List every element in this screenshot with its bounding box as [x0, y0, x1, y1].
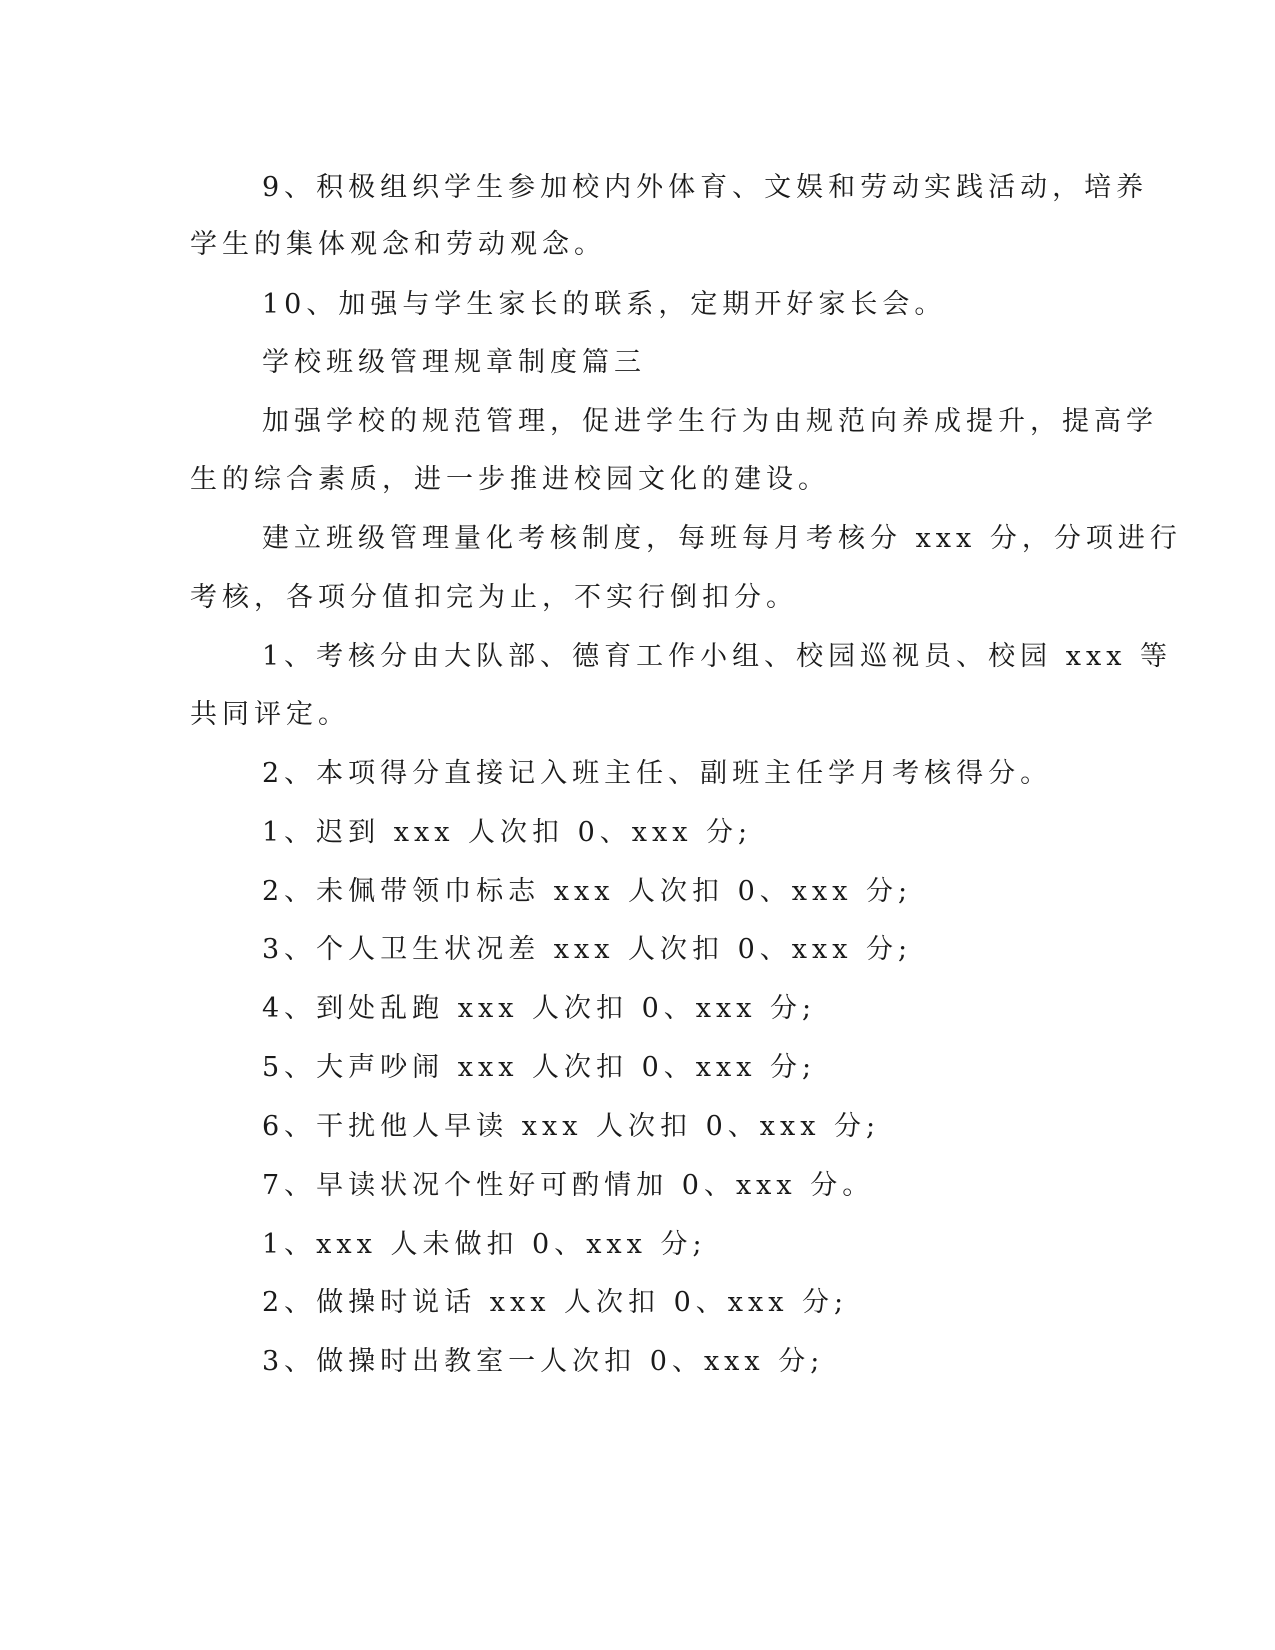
list-item: 1、考核分由大队部、德育工作小组、校园巡视员、校园 xxx 等: [262, 641, 1173, 672]
list-item-continuation: 共同评定。: [190, 699, 350, 730]
list-item: 3、做操时出教室一人次扣 0、xxx 分;: [262, 1346, 825, 1377]
list-item: 1、迟到 xxx 人次扣 0、xxx 分;: [262, 817, 753, 848]
list-item: 3、个人卫生状况差 xxx 人次扣 0、xxx 分;: [262, 934, 913, 965]
list-item: 5、大声吵闹 xxx 人次扣 0、xxx 分;: [262, 1052, 817, 1083]
section-heading: 学校班级管理规章制度篇三: [262, 347, 646, 378]
paragraph-line: 考核，各项分值扣完为止，不实行倒扣分。: [190, 582, 798, 613]
list-item: 6、干扰他人早读 xxx 人次扣 0、xxx 分;: [262, 1111, 881, 1142]
paragraph-line: 建立班级管理量化考核制度，每班每月考核分 xxx 分，分项进行: [262, 523, 1182, 554]
paragraph-line: 9、积极组织学生参加校内外体育、文娱和劳动实践活动，培养: [262, 172, 1149, 203]
list-item: 2、本项得分直接记入班主任、副班主任学月考核得分。: [262, 758, 1053, 789]
list-item: 4、到处乱跑 xxx 人次扣 0、xxx 分;: [262, 993, 817, 1024]
list-item: 1、xxx 人未做扣 0、xxx 分;: [262, 1229, 707, 1260]
paragraph-line: 10、加强与学生家长的联系，定期开好家长会。: [262, 289, 947, 320]
list-item: 2、未佩带领巾标志 xxx 人次扣 0、xxx 分;: [262, 876, 913, 907]
list-item: 7、早读状况个性好可酌情加 0、xxx 分。: [262, 1170, 875, 1201]
paragraph-line: 加强学校的规范管理，促进学生行为由规范向养成提升，提高学: [262, 406, 1158, 437]
paragraph-line: 学生的集体观念和劳动观念。: [190, 229, 606, 260]
list-item: 2、做操时说话 xxx 人次扣 0、xxx 分;: [262, 1287, 849, 1318]
paragraph-line: 生的综合素质，进一步推进校园文化的建设。: [190, 464, 830, 495]
